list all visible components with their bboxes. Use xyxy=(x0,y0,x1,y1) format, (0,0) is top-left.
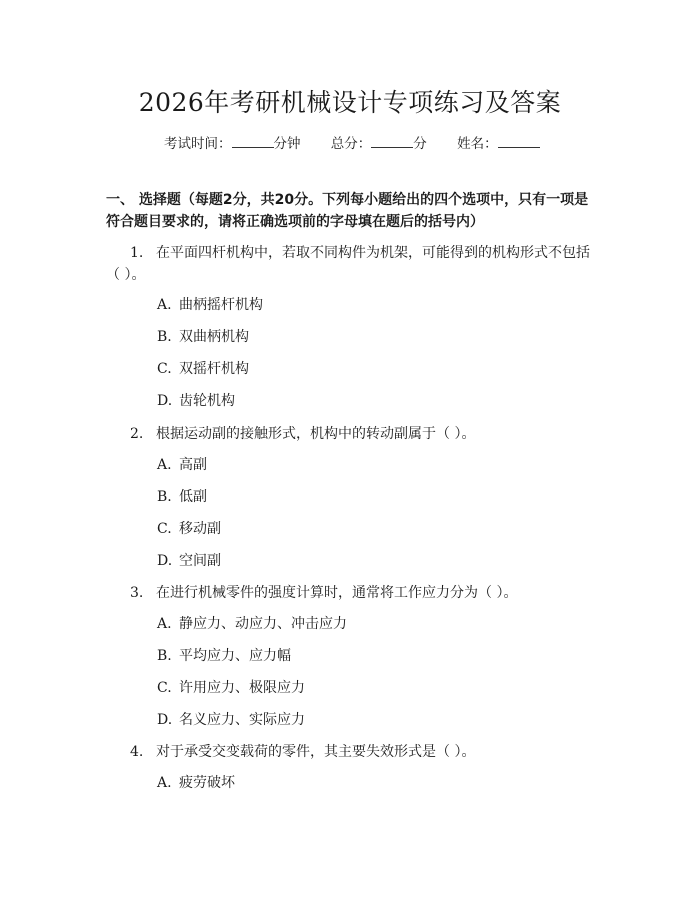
option-text: 低副 xyxy=(179,489,207,505)
option-letter: B. xyxy=(157,329,172,345)
option-text: 平均应力、应力幅 xyxy=(179,648,291,664)
option-letter: C. xyxy=(157,361,172,377)
option-2b xyxy=(157,487,207,507)
question-stem: 对于承受交变载荷的零件，其主要失效形式是（ ）。 xyxy=(156,744,476,760)
section-heading: 一、 选择题（每题2分，共20分。下列每小题给出的四个选项中，只有一项是符合题目要求的，请将正确选项前的字母填在题后的括号内） xyxy=(106,192,589,230)
option-text: 空间副 xyxy=(179,553,221,569)
option-2c xyxy=(157,519,221,539)
option-letter: D. xyxy=(157,393,173,409)
option-letter: A. xyxy=(157,616,172,632)
question-1-stem-cont: （ ）。 xyxy=(106,267,146,283)
name-label: 姓名： xyxy=(457,136,498,152)
score-label: 总分： xyxy=(330,136,372,152)
question-number: 2. xyxy=(130,426,144,442)
option-2a xyxy=(157,455,207,475)
option-1b xyxy=(157,327,249,347)
time-unit: 分钟 xyxy=(273,136,301,152)
question-number: 1. xyxy=(130,245,144,261)
option-text: 静应力、动应力、冲击应力 xyxy=(179,616,347,632)
option-3c xyxy=(157,678,305,698)
question-4 xyxy=(130,741,475,763)
option-letter: C. xyxy=(157,680,172,696)
question-stem: 在进行机械零件的强度计算时，通常将工作应力分为（ ）。 xyxy=(156,585,518,601)
option-letter: B. xyxy=(157,648,172,664)
option-text: 双摇杆机构 xyxy=(179,361,249,377)
option-1d xyxy=(157,391,235,411)
option-text: 名义应力、实际应力 xyxy=(179,712,305,728)
option-letter: A. xyxy=(157,775,172,791)
question-number: 4. xyxy=(130,744,144,760)
option-2d xyxy=(157,551,221,571)
option-letter: D. xyxy=(157,553,173,569)
option-4a xyxy=(157,773,235,793)
option-1a xyxy=(157,295,263,315)
option-text: 高副 xyxy=(179,457,207,473)
question-stem: 在平面四杆机构中，若取不同构件为机架，可能得到的机构形式不包括 xyxy=(156,245,590,261)
option-letter: A. xyxy=(157,457,172,473)
score-blank xyxy=(371,134,413,148)
question-number: 3. xyxy=(130,585,144,601)
page-title: 2026年考研机械设计专项练习及答案 xyxy=(138,88,562,117)
option-letter: C. xyxy=(157,521,172,537)
name-blank xyxy=(498,134,540,148)
option-letter: B. xyxy=(157,489,172,505)
option-text: 齿轮机构 xyxy=(179,393,235,409)
option-letter: D. xyxy=(157,712,173,728)
option-1c xyxy=(157,359,249,379)
exam-meta-line xyxy=(164,132,540,152)
question-1 xyxy=(130,242,594,264)
option-text: 双曲柄机构 xyxy=(179,329,249,345)
time-label: 考试时间： xyxy=(164,136,232,152)
question-2 xyxy=(130,423,475,445)
question-stem: 根据运动副的接触形式，机构中的转动副属于（ ）。 xyxy=(156,426,476,442)
option-text: 许用应力、极限应力 xyxy=(179,680,305,696)
option-3b xyxy=(157,646,291,666)
option-3a xyxy=(157,614,347,634)
option-text: 疲劳破坏 xyxy=(179,775,235,791)
option-text: 移动副 xyxy=(179,521,221,537)
time-blank xyxy=(232,134,274,148)
score-unit: 分 xyxy=(413,136,427,152)
option-letter: A. xyxy=(157,297,172,313)
option-text: 曲柄摇杆机构 xyxy=(179,297,263,313)
option-3d xyxy=(157,710,305,730)
question-3 xyxy=(130,582,517,604)
